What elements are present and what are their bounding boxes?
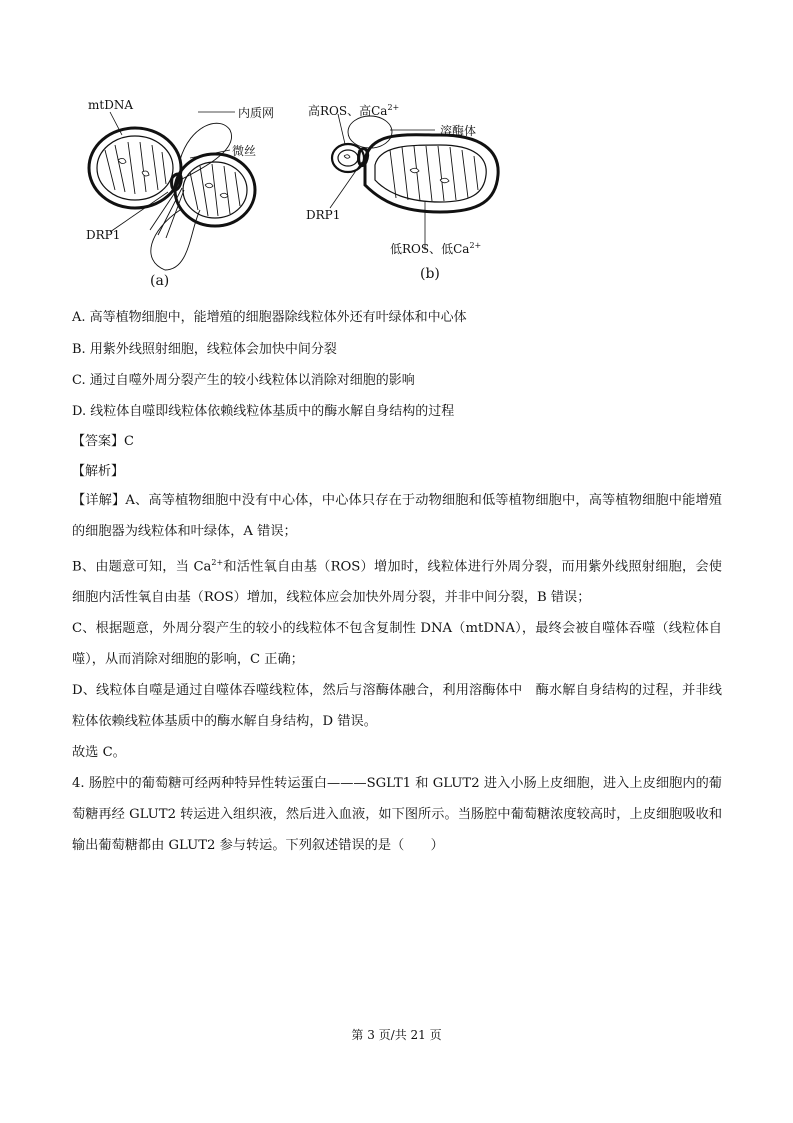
analysis-para-b: B、由题意可知，当 $Ca^{2+}$和活性氧自由基（ROS）增加时，线粒体进行外周分裂，而用紫外线照射细胞，会使细胞内活性氧自由基（ROS）增加，线粒体应会加快外周分裂，并非中间分裂，B 错误；	[72, 558, 722, 606]
analysis-label: 【解析】	[72, 464, 125, 479]
label-drp1-b: DRP1	[306, 208, 341, 222]
mito-a-right	[175, 154, 255, 226]
caption-b: (b)	[420, 266, 440, 282]
page-footer: 第 3 页/共 21 页	[351, 1028, 442, 1042]
label-drp1-a: DRP1	[86, 228, 121, 242]
analysis-para-a: 【详解】A、高等植物细胞中没有中心体，中心体只存在于动物细胞和低等植物细胞中，高等植物细胞中能增殖的细胞器为线粒体和叶绿体，A 错误；	[72, 493, 722, 539]
answer-line: 【答案】C	[72, 434, 134, 449]
mito-b-large	[365, 135, 498, 212]
mitochondria-diagram	[80, 90, 510, 290]
analysis-conclusion: 故选 C。	[72, 745, 126, 761]
caption-a: (a)	[150, 273, 170, 289]
option-a: A. 高等植物细胞中，能增殖的细胞器除线粒体外还有叶绿体和中心体	[72, 310, 467, 325]
option-b: B. 用紫外线照射细胞，线粒体会加快中间分裂	[72, 342, 337, 357]
mito-a-left	[89, 128, 181, 208]
option-c: C. 通过自噬外周分裂产生的较小线粒体以消除对细胞的影响	[72, 373, 415, 388]
analysis-body	[72, 485, 722, 861]
label-low-ros-ca: 低ROS、低$Ca^{2+}$	[390, 241, 482, 256]
option-d: D. 线粒体自噬即线粒体依赖线粒体基质中的酶水解自身结构的过程	[72, 404, 455, 419]
analysis-para-c: C、根据题意，外周分裂产生的较小的线粒体不包含复制性 DNA（mtDNA），最终会被自噬体吞噬（线粒体自噬），从而消除对细胞的影响，C 正确；	[72, 621, 722, 668]
analysis-para-d: D、线粒体自噬是通过自噬体吞噬线粒体，然后与溶酶体融合，利用溶酶体中 酶水解自身结构的过程，并非线粒体依赖线粒体基质中的酶水解自身结构，D 错误。	[72, 683, 722, 730]
label-lysosome: 溶酶体	[440, 124, 477, 138]
label-microfilament: 微丝	[232, 144, 257, 158]
question-4: 4. 肠腔中的葡萄糖可经两种特异性转运蛋白———SGLT1 和 GLUT2 进入小肠上皮细胞，进入上皮细胞内的葡萄糖再经 GLUT2 转运进入组织液，然后进入血液，如下图所示。当肠腔中葡萄糖浓度较高时，上皮细胞吸收和输出葡萄糖都由 GLUT2 参与转运。下列叙述错误的是（ ）	[72, 776, 723, 854]
label-mtdna: mtDNA	[88, 98, 133, 112]
mitochondria-figure	[80, 90, 510, 290]
lysosome-b	[348, 116, 392, 148]
label-er: 内质网	[238, 106, 275, 120]
label-high-ros-ca: 高ROS、高$Ca^{2+}$	[308, 103, 400, 118]
